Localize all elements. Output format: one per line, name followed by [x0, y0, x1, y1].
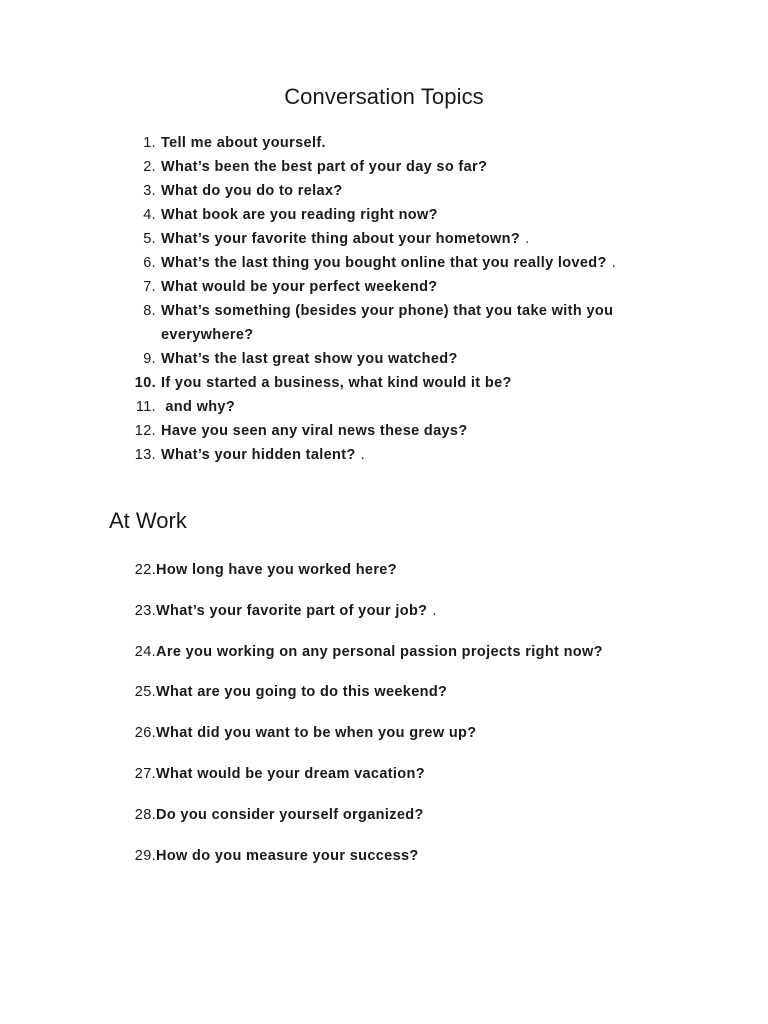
list-item [128, 179, 648, 203]
section-heading-at-work: At Work [109, 508, 187, 533]
list-item [128, 347, 648, 371]
list-item [128, 203, 648, 227]
item-number: 27. [134, 765, 156, 782]
item-number: 7. [143, 279, 156, 295]
item-trail: . [611, 255, 617, 271]
item-text: Are you working on any personal passion projects right now? [156, 643, 603, 660]
item-text: What’s the last great show you watched? [161, 351, 458, 367]
list-item [128, 131, 648, 155]
item-text: What would be your dream vacation? [156, 765, 425, 782]
item-text: What would be your perfect weekend? [161, 279, 438, 295]
list-item [128, 680, 648, 721]
item-number: 8. [143, 303, 156, 319]
list-item [128, 299, 648, 323]
list-item [128, 640, 648, 681]
item-number: 12. [134, 423, 156, 439]
list-item [128, 803, 648, 844]
list-item [128, 227, 648, 251]
list-item [128, 443, 648, 467]
item-number: 2. [143, 159, 156, 175]
list-item [128, 721, 648, 762]
item-text: How do you measure your success? [156, 847, 419, 864]
list-item [128, 558, 648, 599]
item-number: 9. [143, 351, 156, 367]
item-number: 6. [143, 255, 156, 271]
item-number: 11. [135, 399, 156, 415]
item-text: What’s your hidden talent? [161, 447, 356, 463]
item-text: What’s the last thing you bought online that you really loved? [161, 255, 607, 271]
item-text: What did you want to be when you grew up? [156, 725, 477, 742]
item-text: Tell me about yourself. [161, 135, 326, 151]
item-text: What book are you reading right now? [161, 207, 438, 223]
item-number: 23. [134, 602, 156, 619]
item-number: 3. [143, 183, 156, 199]
item-trail: . [432, 602, 437, 619]
list-item [128, 275, 648, 299]
item-text: What’s something (besides your phone) that you take with you [161, 303, 614, 319]
list-item [128, 762, 648, 803]
item-number: 28. [134, 806, 156, 823]
item-trail: . [525, 231, 530, 247]
item-number: 24. [134, 643, 156, 660]
item-text: If you started a business, what kind would it be? [161, 375, 512, 391]
item-text: Have you seen any viral news these days? [161, 423, 468, 439]
list-item [128, 844, 648, 885]
page-title: Conversation Topics [284, 84, 484, 109]
item-number: 13. [134, 447, 156, 463]
item-number: 10. [134, 375, 156, 391]
item-number: 29. [134, 847, 156, 864]
item-number: 4. [143, 207, 156, 223]
item-number: 5. [143, 231, 156, 247]
item-text: everywhere? [161, 327, 254, 343]
item-text: What’s your favorite part of your job? [156, 602, 428, 619]
list-item [128, 599, 648, 640]
item-trail: . [360, 447, 366, 463]
work-topics-list [128, 558, 648, 884]
item-text: What are you going to do this weekend? [156, 684, 448, 701]
item-text: What do you do to relax? [161, 183, 343, 199]
item-text: How long have you worked here? [156, 562, 397, 578]
list-item [128, 155, 648, 179]
list-item [128, 419, 648, 443]
item-text: Do you consider yourself organized? [156, 806, 424, 823]
item-number [128, 323, 156, 347]
topics-list [128, 131, 648, 467]
item-number: 1. [143, 135, 156, 151]
list-item [128, 251, 648, 275]
list-item [128, 371, 648, 395]
list-item [128, 395, 648, 419]
item-number: 22. [134, 562, 156, 578]
item-text: What’s your favorite thing about your hometown? [161, 231, 521, 247]
item-number: 25. [134, 684, 156, 701]
item-text: What’s been the best part of your day so far? [161, 159, 488, 175]
item-text: and why? [161, 399, 236, 415]
item-number: 26. [134, 725, 156, 742]
list-item-continuation [128, 323, 648, 347]
